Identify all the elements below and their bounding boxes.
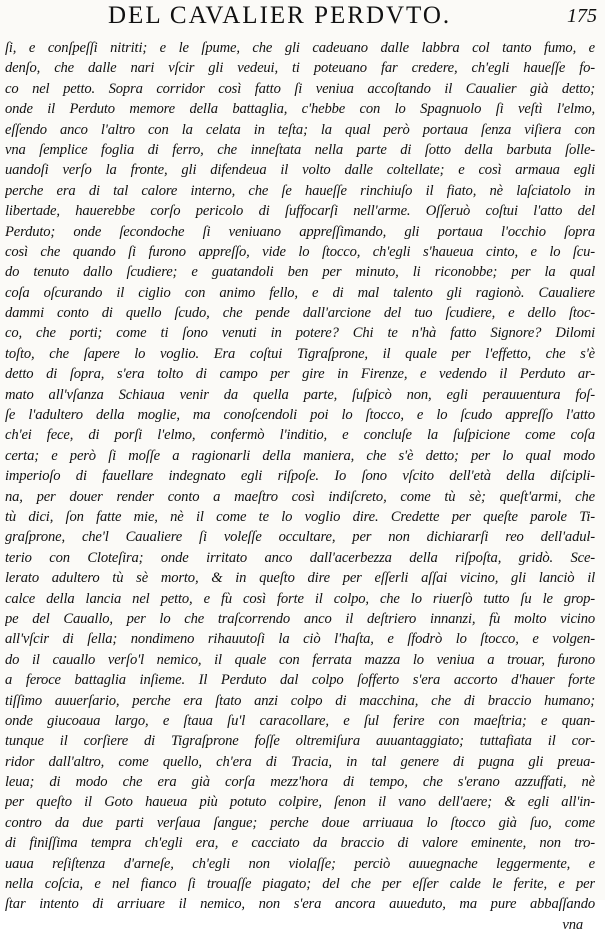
- text-line: ſi, e conſpeſſi nitriti; e le ſpume, che gli cadeuano dalle labbra col tanto fumo, e: [5, 40, 595, 56]
- text-line: detto di ſopra, s'era tolto di campo per gire in Firenze, e vedendo il Perduto ar-: [5, 366, 595, 383]
- text-line: a feroce battaglia inſieme. Il Perduto dal colpo ſofferto s'era accorto d'hauer forte: [5, 672, 595, 689]
- text-line: calce della lancia nel petto, e fù così forte il colpo, che lo riuerſò tutto ſu le grop-: [5, 590, 595, 607]
- text-line: do tenuto dallo ſcudiere; e guatandoli ben per minuto, li riconobbe; per la qual: [5, 264, 595, 281]
- text-line: toſto, che ſapere lo voglio. Era coſtui Tigraſprone, il quale per l'effetto, che s'è: [5, 345, 595, 362]
- text-line: do il cauallo verſo'l nemico, il quale con ferrata mazza lo veniua a trouar, furono: [5, 651, 595, 668]
- text-line: ſtar intento di arriuare il nemico, non s'era ancora auueduto, ma pure abbaſſando: [5, 896, 595, 913]
- text-line: libertade, hauerebbe corſo pericolo di ſuffocarſi nell'arme. Oſſeruò coſtui l'atto del: [5, 203, 595, 220]
- text-line: contro da due parti verſaua ſangue; perche doue arriuaua lo ſtocco già ſuo, come: [5, 814, 595, 831]
- text-line: eſſendo anco l'altro con la celata in teſta; la qual però portaua ſenza viſiera con: [5, 121, 595, 138]
- text-line: coſa oſcurando il ciglio con animo fello, e di mal talento gli ragionò. Caualiere: [5, 284, 595, 301]
- text-line: Perduto; onde ſecondoche ſi veniuano appreſſimando, gli portaua l'occhio ſopra: [5, 223, 595, 240]
- text-line: tù dici, ſon fatte mie, nè il come te lo voglio dire. Credette per queſte parole Ti-: [5, 508, 595, 525]
- text-line: pe del Cauallo, per lo che traſcorrendo anco il deſtriero innanzi, fù molto vicino: [5, 610, 595, 627]
- text-line: per queſto il Goto haueua più potuto colpire, ſenon il vano dell'aere; & egli all'in-: [5, 794, 595, 811]
- page-number: 175: [567, 5, 597, 27]
- text-line: perche era di tal calore interno, che ſe haueſſe rinchiuſo il fiato, nè laſciatolo in: [5, 182, 595, 199]
- text-line: onde giucoaua largo, e ſtaua ſu'l caracollare, e ſul ferire con maeſtria; e quan-: [5, 712, 595, 729]
- text-line: co, che porti; come ti ſono venuti in potere? Chi te n'hà fatto Signore? Dilomi: [5, 325, 595, 342]
- text-line: dammi conto di quello ſcudo, che pende dall'arcione del tuo ſcudiere, e dello ſtoc-: [5, 305, 595, 322]
- text-line: na, per douer render conto a maeſtro così indiſcreto, come tù sè; queſt'armi, che: [5, 488, 595, 505]
- page-header: [0, 2, 605, 36]
- text-line: leua; di modo che era già corſa mezz'hora di tempo, che s'erano azzuffati, nè: [5, 774, 595, 791]
- text-line: di finiſſima tempra ch'egli era, e cacciato da braccio di valore eminente, non tro-: [5, 835, 595, 852]
- body-text: [5, 38, 595, 935]
- text-line: uandoſi verſo la fronte, gli difendeua il volto dalle coltellate; e così armaua egli: [5, 162, 595, 179]
- text-line: uaua reſiſtenza d'arneſe, ch'egli non violaſſe; perciò auuegnache leggermente, e: [5, 855, 595, 872]
- text-line: ridor dall'altro, come quello, ch'era di Tracia, in tal genere di pugna gli preua-: [5, 753, 595, 770]
- text-line: tiſſimo auuerſario, perche era ſtato anzi colpo di macchina, che di braccio humano;: [5, 692, 595, 709]
- text-line: così che quando ſi furono appreſſo, vide lo ſtocco, ch'egli s'haueua cinto, e lo ſcu-: [5, 243, 595, 260]
- running-title: DEL CAVALIER PERDVTO.: [108, 2, 452, 29]
- text-line: tunque il corſiere di Tigraſprone foſſe oltremiſura auuantaggiato; tuttafiata il cor-: [5, 733, 595, 750]
- text-line: terio con Cloteſira; onde irritato anco dall'acerbezza della riſpoſta, gridò. Sce-: [5, 549, 595, 566]
- text-line: lerato adultero tù sè morto, & in queſto dire per eſſerli aſſai vicino, gli lanciò il: [5, 570, 595, 587]
- catchword: vna: [562, 916, 583, 933]
- text-line: co nel petto. Sopra corridor così fatto ſi veniua accoſtando il Caualier già detto;: [5, 80, 595, 97]
- text-line: certa; e però ſi moſſe a ragionarli della maniera, che s'è detto; per lo qual modo: [5, 447, 595, 464]
- text-line: denſo, che dalle nari vſcir gli vedeui, ti poteuano far credere, ch'egli haueſſe fo-: [5, 60, 595, 77]
- text-line: ſe l'adultero della moglie, ma conoſcendoli poi lo ſtocco, e lo ſcudo appreſſo l'atto: [5, 407, 595, 424]
- text-line: mato all'vſanza Schiaua venir da quella parte, ſuſpicò non, egli perauuentura foſ-: [5, 386, 595, 403]
- text-line: vna ſemplice foglia di ferro, che inneſtata nella parte di ſotto della barbuta ſolle-: [5, 141, 595, 158]
- text-line: graſprone, che'l Caualiere ſi voleſſe occultare, per non dichiararſi reo dell'adul-: [5, 529, 595, 546]
- text-line: all'vſcir di ſella; nondimeno rihauutoſi la ciò l'haſta, e ſfodrò lo ſtocco, e volgen-: [5, 631, 595, 648]
- text-line: imperioſo di fauellare indegnato egli riſpoſe. Io ſono vſcito dell'età della diſcipli-: [5, 468, 595, 485]
- text-line: ch'ei fece, di porſi l'elmo, confermò l'inditio, e concluſe la ſuſpicione come coſa: [5, 427, 595, 444]
- text-line: onde il Perduto memore della battaglia, c'hebbe con lo Spagnuolo ſi veſtì l'elmo,: [5, 101, 595, 118]
- text-line: nella coſcia, e nel fianco ſi trouaſſe piagato; del che per eſſer calde le ferite, e per: [5, 876, 595, 893]
